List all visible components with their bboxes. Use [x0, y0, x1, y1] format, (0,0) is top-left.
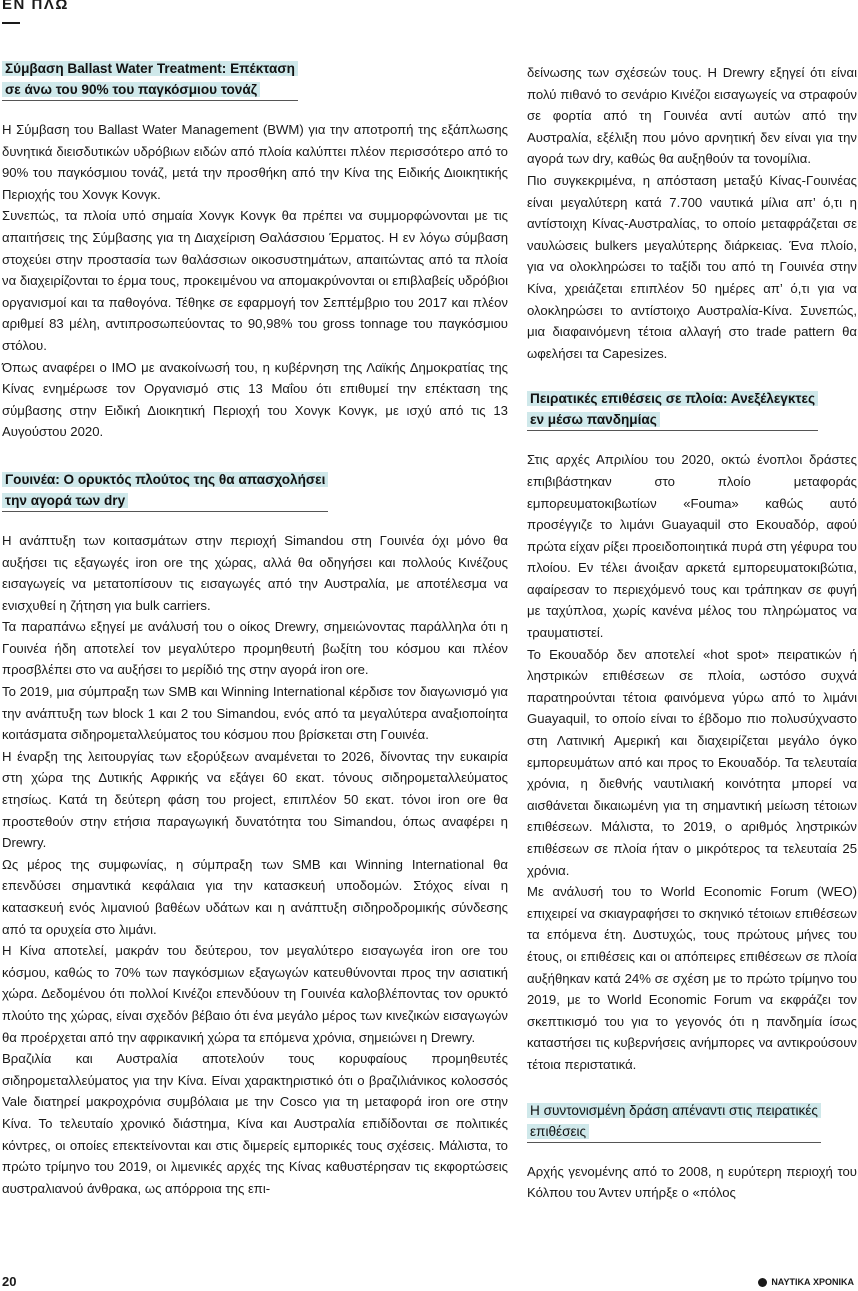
paragraph: Ως μέρος της συμφωνίας, η σύμπραξη των SMB και Winning International θα επενδύσει σημαντικά κεφάλαια για την κατασκευή υποδομών. Στόχος είναι η κατασκευή ενός λιμανιού βαθέων υδάτων και η ανάπτυξη σιδηροδρομικής σύνδεσης από τα ορυχεία στο λιμάνι. [2, 856, 508, 937]
heading-piracy: Πειρατικές επιθέσεις σε πλοία: Ανεξέλεγκτες εν μέσω πανδημίας [527, 388, 818, 431]
left-column [2, 58, 508, 1199]
paragraph: Το Εκουαδόρ δεν αποτελεί «hot spot» πειρατικών ή ληστρικών επιθέσεων σε πλοία, ωστόσο συχνά παρατηρούνται τέτοια φαινόμενα γύρω από το λιμάνι Guayaquil, το οποίο είναι το έβδομο πιο πολυσύχναστο στη Λατινική Αμερική και διαχειρίζεται μεγάλο όγκο εμπορευμάτων από και προς το Εκουαδόρ. Τα τελευταία χρόνια, η διεθνής ναυτιλιακή κοινότητα μπορεί να αισθάνεται δικαιωμένη για τη σημαντική μείωση τέτοιων επιθέσεων. Μάλιστα, το 2019, ο αριθμός ληστρικών επιθέσεων σε πλοία ήταν ο μικρότερος τα τελευταία 25 χρόνια. [527, 646, 857, 878]
paragraph: Πιο συγκεκριμένα, η απόσταση μεταξύ Κίνας-Γουινέας είναι μεγαλύτερη κατά 7.700 ναυτικά μίλια απ’ ό,τι η αντίστοιχη Κίνας-Αυστραλίας, το οποίο μεταφράζεται σε ναυλώσεις bulkers μεγαλύτερης διάρκειας. Ένα πλοίο, για να ολοκληρώσει το ταξίδι του από τη Γουινέα στην Κίνα, χρειάζεται επιπλέον 50 ημέρες απ’ ό,τι για να ολοκληρώσει το αντίστοιχο Αυστραλία-Κίνα. Συνεπώς, μια διαφαινόμενη τέτοια αλλαγή στο trade pattern θα ωφελήσει τα Capesizes. [527, 172, 857, 361]
paragraph: Στις αρχές Απριλίου του 2020, οκτώ ένοπλοι δράστες επιβιβάστηκαν στο πλοίο μεταφοράς εμπορευματοκιβωτίων «Fouma» καθώς αυτό προσέγγιζε το λιμάνι Guayaquil στο Εκουαδόρ, αφού πρώτα είχαν ρίξει προειδοποιητικά πυρά στη γέφυρα του πλοίου. Εν τέλει άνοιξαν αρκετά εμπορευματοκιβώτια, αφαίρεσαν το περιεχόμενό τους και τράπηκαν σε φυγή με ταχύπλοα, χωρίς κανένα μέλος του πληρώματος να τραυματιστεί. [527, 452, 857, 641]
paragraph: Τα παραπάνω εξηγεί με ανάλυσή του ο οίκος Drewry, σημειώνοντας παράλληλα ότι η Γουινέα ήδη αποτελεί τον μεγαλύτερο προμηθευτή βωξίτη του κόσμου και πλέον προσβλέπει στο να αυξήσει το μερίδιό της στην αγορά iron ore. [2, 619, 508, 678]
right-column [527, 62, 857, 1204]
brand-logo-icon [758, 1278, 767, 1287]
paragraph: Αρχής γενομένης από το 2008, η ευρύτερη περιοχή του Κόλπου του Άντεν υπήρξε ο «πόλος [527, 1163, 857, 1201]
page-number: 20 [2, 1274, 17, 1289]
heading-guinea: Γουινέα: Ο ορυκτός πλούτος της θα απασχολήσει την αγορά των dry [2, 469, 328, 512]
paragraph: Η έναρξη της λειτουργίας των εξορύξεων αναμένεται το 2026, δίνοντας την ευκαιρία στη χώρα της Δυτικής Αφρικής να εξάγει 60 εκατ. τόνους σιδηρομεταλλεύματος ετησίως. Κατά τη δεύτερη φάση του project, επιπλέον 50 εκατ. τόνοι iron ore θα προστεθούν στην ετήσια παραγωγική δυνατότητα του Simandou, όπως αναφέρει η Drewry. [2, 748, 508, 851]
section-rule [2, 22, 20, 24]
paragraph: Συνεπώς, τα πλοία υπό σημαία Χονγκ Κονγκ θα πρέπει να συμμορφώνονται με τις απαιτήσεις της Σύμβασης για τη Διαχείριση Θαλάσσιου Έρματος. Η εν λόγω σύμβαση στοχεύει στην προστασία των θαλάσσιων οικοσυστημάτων, απαιτώντας από τα πλοία να διαχειρίζονται το έρμα τους, προκειμένου να απομακρύνονται οι επιβλαβείς υδρόβιοι οργανισμοί και τα παθογόνα. Τέθηκε σε εφαρμογή τον Σεπτέμβριο του 2017 και πλέον αριθμεί 83 μέλη, αντιπροσωπεύοντας το 90,98% του gross tonnage του παγκόσμιου στόλου. [2, 208, 508, 353]
paragraph: Όπως αναφέρει ο ΙΜΟ με ανακοίνωσή του, η κυβέρνηση της Λαϊκής Δημοκρατίας της Κίνας ενημέρωσε τον Οργανισμό στις 13 Μαΐου ότι επιθυμεί την επέκταση της σύμβασης στην Ειδική Διοικητική Περιοχή του Χονγκ Κονγκ, με ισχύ από τις 13 Αυγούστου 2020. [2, 359, 508, 440]
brand-name: ΝΑΥΤΙΚΑ ΧΡΟΝΙΚΑ [771, 1277, 854, 1287]
brand-footer [758, 1277, 854, 1287]
paragraph: Η Κίνα αποτελεί, μακράν του δεύτερου, τον μεγαλύτερο εισαγωγέα iron ore του κόσμου, καθώς το 70% των παγκόσμιων εξαγωγών κατευθύνονται προς την ασιατική χώρα. Δεδομένου ότι πολλοί Κινέζοι επενδύουν τη Γουινέα καλοβλέποντας τον ορυκτό πλούτο της χώρας, είναι σχεδόν βέβαιο ότι ένα μεγάλο μέρος των κινεζικών εισαγωγών θα προέρχεται από την αφρικανική χώρα τα επόμενα χρόνια, σημειώνει η Drewry. [2, 943, 508, 1045]
paragraph: δείνωσης των σχέσεών τους. Η Drewry εξηγεί ότι είναι πολύ πιθανό το σενάριο Κινέζοι εισαγωγείς να στραφούν σε φορτία από τη Γουινέα αντί αυτών από την Αυστραλία, εξέλιξη που μόνο αρνητική δεν είναι για την αγορά των dry, καθώς θα αυξηθούν τα τονομίλια. [527, 65, 857, 167]
paragraph: Η Σύμβαση του Ballast Water Management (BWM) για την αποτροπή της εξάπλωσης δυνητικά διεισδυτικών υδρόβιων ειδών από πλοία καλύπτει πλέον περισσότερο από το 90% του παγκόσμιου τονάζ, μετά την προσθήκη από την Κίνα της Ειδικής Διοικητικής Περιοχής του Χονγκ Κονγκ. [2, 122, 508, 202]
paragraph: Με ανάλυσή του το World Economic Forum (WEO) επιχειρεί να σκιαγραφήσει το σκηνικό τέτοιων επιθέσεων τα επόμενα έτη. Δυστυχώς, τους πρώτους μήνες του έτους, οι επιθέσεις και οι απόπειρες επιθέσεων σε πλοία αυξήθηκαν κατά 24% σε σχέση με το πρώτο τρίμηνο του 2019, με το World Economic Forum να εκφράζει τον σκεπτικισμό του για το γεγονός ότι η πανδημία ίσως καταστήσει τις κυβερνήσεις ανήμπορες να αντικρούσουν τέτοια περιστατικά. [527, 884, 857, 1072]
heading-ballast-water: Σύμβαση Ballast Water Treatment: Επέκταση σε άνω του 90% του παγκόσμιου τονάζ [2, 58, 298, 101]
paragraph: Η ανάπτυξη των κοιτασμάτων στην περιοχή Simandou στη Γουινέα όχι μόνο θα αυξήσει τις εξαγωγές iron ore της χώρας, αλλά θα οδηγήσει και πολλούς Κινέζους εισαγωγείς να μετατοπίσουν τις εισαγωγές από την Αυστραλία, με αποτέλεσμα να ενισχυθεί η ζήτηση για bulk carriers. [2, 532, 508, 613]
section-label: ΕΝ ΠΛΩ [2, 0, 69, 13]
paragraph: Το 2019, μια σύμπραξη των SMB και Winning International κέρδισε τον διαγωνισμό για την ανάπτυξη των block 1 και 2 του Simandou, ενός από τα μεγαλύτερα αναξιοποίητα κοιτάσματα σιδηρομεταλλεύματος του κόσμου που βρίσκεται στη Γουινέα. [2, 684, 508, 743]
paragraph: Βραζιλία και Αυστραλία αποτελούν τους κορυφαίους προμηθευτές σιδηρομεταλλεύματος για την Κίνα. Είναι χαρακτηριστικό ότι ο βραζιλιάνικος κολοσσός Vale διατηρεί μακροχρόνια συμβόλαια με την Cosco για τη μεταφορά iron ore στην Κίνα. Το τελευταίο χρονικό διάστημα, Κίνα και Αυστραλία επιδίδονται σε πολιτικές κόντρες, οι οποίες επεκτείνονται και στις διμερείς εμπορικές τους σχέσεις. Μάλιστα, το πρώτο τρίμηνο του 2019, οι λιμενικές αρχές της Κίνας καθυστέρησαν τις εκφορτώσεις αυστραλιανού άνθρακα, ως απόρροια της επι- [2, 1051, 508, 1196]
heading-coordinated-action: Η συντονισμένη δράση απέναντι στις πειρατικές επιθέσεις [527, 1100, 821, 1143]
